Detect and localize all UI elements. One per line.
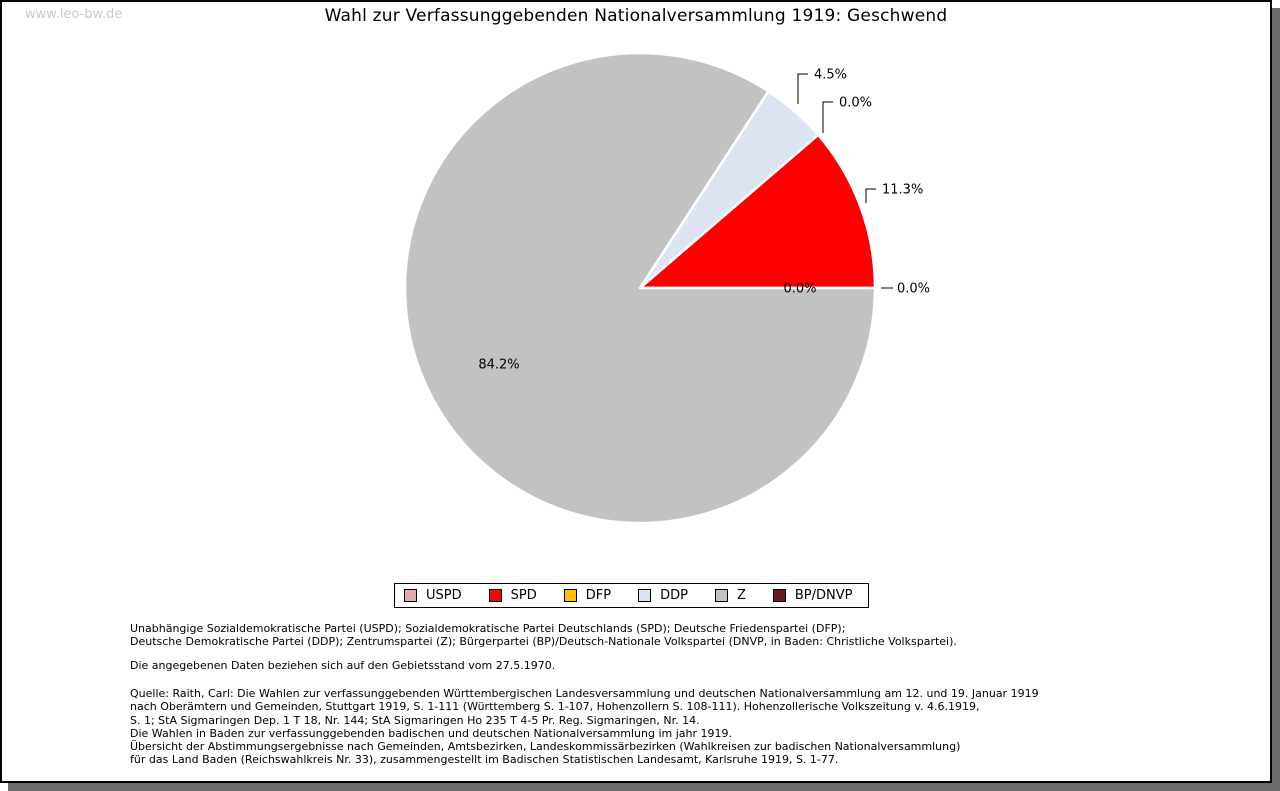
- legend-label: Z: [736, 588, 746, 603]
- legend-label: BP/DNVP: [794, 588, 853, 603]
- legend-label: SPD: [510, 588, 537, 603]
- legend-swatch: [638, 589, 651, 602]
- legend-item-spd: [489, 588, 537, 603]
- note-line: S. 1; StA Sigmaringen Dep. 1 T 18, Nr. 144; StA Sigmaringen Ho 235 T 4-5 Pr. Reg. Sigmaringen, Nr. 14.: [130, 713, 700, 727]
- legend-box: [394, 583, 869, 608]
- pie-value-label-z: 84.2%: [478, 357, 520, 373]
- leader-line: [866, 189, 876, 203]
- note-line: Unabhängige Sozialdemokratische Partei (USPD); Sozialdemokratische Partei Deutschlands (SPD); Deutsche Friedenspartei (DFP);: [130, 622, 846, 635]
- legend-item-dfp: [564, 588, 611, 603]
- note-line: nach Oberämtern und Gemeinden, Stuttgart 1919, S. 1-111 (Württemberg S. 1-107, Hohenzollern S. 108-111). Hohenzollerische Volkszeitung v. 4.6.1919,: [130, 700, 980, 714]
- legend-label: USPD: [426, 588, 462, 603]
- note-line: Die Wahlen in Baden zur verfassunggebenden badischen und deutschen Nationalversammlung im jahr 1919.: [130, 726, 733, 740]
- legend-item-z: [715, 588, 746, 603]
- legend-label: DDP: [660, 588, 688, 603]
- pie-chart: [2, 2, 1270, 580]
- pie-value-label-spd: 11.3%: [882, 182, 924, 198]
- watermark-leo-bw: www.leo-bw.de: [25, 7, 123, 22]
- gebietsstand-note: [130, 659, 555, 672]
- note-line: Deutsche Demokratische Partei (DDP); Zentrumspartei (Z); Bürgerpartei (BP)/Deutsch-Nationale Volkspartei (DNVP, in Baden: Christliche Volkspartei).: [130, 635, 957, 649]
- legend-swatch: [489, 589, 502, 602]
- legend-swatch: [715, 589, 728, 602]
- pie-value-label-dfp: 0.0%: [839, 95, 873, 111]
- legend-item-uspd: [404, 588, 462, 603]
- legend-item-bp-dnvp: [773, 588, 853, 603]
- legend-label: DFP: [585, 588, 612, 603]
- pie-value-label-uspd: 0.0%: [783, 281, 817, 297]
- legend-item-ddp: [638, 588, 688, 603]
- note-line: Übersicht der Abstimmungsergebnisse nach Gemeinden, Amtsbezirken, Landeskommissärbezirken (Wahlkreisen zur badischen Nationalversammlung): [130, 740, 961, 754]
- party-abbreviations-note: [130, 622, 957, 649]
- pie-value-label-bp-dnvp: 0.0%: [897, 281, 931, 297]
- leader-line: [798, 74, 808, 104]
- legend-swatch: [773, 589, 786, 602]
- legend-swatch: [564, 589, 577, 602]
- leader-line: [823, 102, 833, 133]
- note-line: Die angegebenen Daten beziehen sich auf den Gebietsstand vom 27.5.1970.: [130, 659, 556, 672]
- legend-swatch: [404, 589, 417, 602]
- pie-value-label-ddp: 4.5%: [814, 67, 848, 83]
- source-note: [130, 687, 1039, 767]
- page-title: Wahl zur Verfassunggebenden Nationalversammlung 1919: Geschwend: [324, 6, 948, 26]
- note-line: Quelle: Raith, Carl: Die Wahlen zur verfassunggebenden Württembergischen Landesversammlung und deutschen Nationalversammlung am 12. und 19. Januar 1919: [130, 687, 1039, 700]
- note-line: für das Land Baden (Reichswahlkreis Nr. 33), zusammengestellt im Badischen Statistischen Landesamt, Karlsruhe 1919, S. 1-77.: [130, 753, 839, 767]
